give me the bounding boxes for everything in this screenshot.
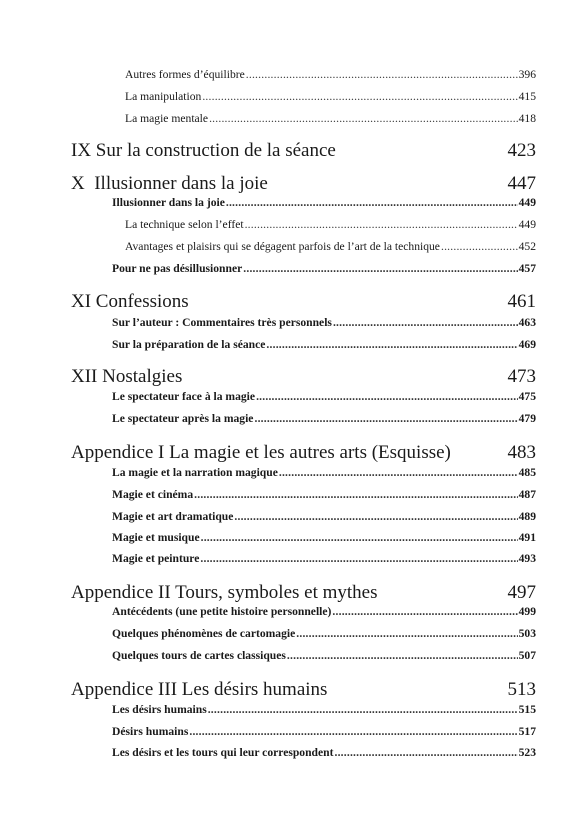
entry-title: Le spectateur face à la magie [112, 390, 256, 403]
entry-page-number: 452 [518, 240, 536, 253]
entry-page-number: 499 [518, 605, 536, 618]
toc-entry [112, 510, 536, 524]
entry-title: Le spectateur après la magie [112, 412, 254, 425]
toc-entry [112, 531, 536, 545]
toc-entry [112, 262, 536, 276]
entry-title: La technique selon l’effet [125, 218, 244, 231]
dot-leader [266, 338, 517, 352]
dot-leader [189, 725, 517, 739]
chapter-heading [71, 173, 536, 195]
toc-entry [112, 703, 536, 717]
toc-entry [125, 112, 536, 126]
dot-leader [296, 627, 517, 641]
toc-entry [112, 552, 536, 566]
dot-leader [209, 112, 518, 126]
toc-entry [112, 605, 536, 619]
entry-page-number: 485 [518, 466, 536, 479]
entry-page-number: 396 [518, 68, 536, 81]
entry-title: Désirs humains [112, 725, 189, 738]
dot-leader [334, 746, 517, 760]
toc-entry [112, 338, 536, 352]
entry-title: La manipulation [125, 90, 202, 103]
chapter-page-number: 483 [507, 442, 536, 463]
chapter-heading [71, 291, 536, 313]
toc-entry [112, 488, 536, 502]
dot-leader [243, 262, 517, 276]
dot-leader [246, 68, 518, 82]
entry-page-number: 517 [518, 725, 536, 738]
entry-title: Sur la préparation de la séance [112, 338, 266, 351]
dot-leader [245, 218, 518, 232]
entry-page-number: 487 [518, 488, 536, 501]
chapter-title: X Illusionner dans la joie [71, 173, 268, 194]
entry-page-number: 503 [518, 627, 536, 640]
chapter-heading [71, 582, 536, 604]
entry-title: Magie et musique [112, 531, 200, 544]
entry-title: Illusionner dans la joie [112, 196, 225, 209]
entry-title: Sur l’auteur : Commentaires très personnels [112, 316, 332, 329]
entry-page-number: 463 [518, 316, 536, 329]
dot-leader [194, 488, 517, 502]
entry-page-number: 418 [518, 112, 536, 125]
entry-page-number: 493 [518, 552, 536, 565]
entry-page-number: 489 [518, 510, 536, 523]
chapter-page-number: 497 [507, 582, 536, 603]
toc-entry [125, 68, 536, 82]
entry-title: Antécédents (une petite histoire personnelle) [112, 605, 332, 618]
toc-entry [112, 196, 536, 210]
toc-entry [112, 390, 536, 404]
toc-entry [112, 412, 536, 426]
toc-entry [112, 466, 536, 480]
entry-title: Magie et cinéma [112, 488, 194, 501]
entry-title: Les désirs humains [112, 703, 207, 716]
chapter-title: XII Nostalgies [71, 366, 183, 387]
entry-title: Pour ne pas désillusionner [112, 262, 243, 275]
toc-entry [112, 649, 536, 663]
chapter-title: Appendice III Les désirs humains [71, 679, 328, 700]
dot-leader [287, 649, 518, 663]
toc-entry [112, 746, 536, 760]
chapter-heading [71, 679, 536, 701]
dot-leader [201, 531, 518, 545]
entry-page-number: 515 [518, 703, 536, 716]
toc-entry [125, 218, 536, 232]
toc-entry [112, 725, 536, 739]
entry-title: Avantages et plaisirs qui se dégagent parfois de l’art de la technique [125, 240, 440, 253]
toc-entry [125, 240, 536, 254]
dot-leader [254, 412, 517, 426]
chapter-heading [71, 140, 536, 162]
dot-leader [256, 390, 518, 404]
chapter-heading [71, 442, 536, 464]
entry-title: Magie et peinture [112, 552, 200, 565]
entry-page-number: 415 [518, 90, 536, 103]
dot-leader [441, 240, 518, 254]
chapter-title: IX Sur la construction de la séance [71, 140, 336, 161]
dot-leader [332, 605, 517, 619]
entry-page-number: 479 [518, 412, 536, 425]
chapter-page-number: 423 [507, 140, 536, 161]
entry-page-number: 457 [518, 262, 536, 275]
dot-leader [200, 552, 517, 566]
chapter-page-number: 513 [507, 679, 536, 700]
chapter-title: Appendice I La magie et les autres arts (Esquisse) [71, 442, 451, 463]
entry-page-number: 469 [518, 338, 536, 351]
dot-leader [226, 196, 518, 210]
entry-title: La magie et la narration magique [112, 466, 278, 479]
entry-page-number: 449 [518, 196, 536, 209]
entry-page-number: 475 [518, 390, 536, 403]
entry-title: Quelques tours de cartes classiques [112, 649, 286, 662]
toc-entry [112, 316, 536, 330]
toc-entry [125, 90, 536, 104]
entry-page-number: 523 [518, 746, 536, 759]
toc-entry [112, 627, 536, 641]
dot-leader [202, 90, 517, 104]
entry-page-number: 507 [518, 649, 536, 662]
chapter-title: Appendice II Tours, symboles et mythes [71, 582, 378, 603]
entry-page-number: 491 [518, 531, 536, 544]
dot-leader [208, 703, 518, 717]
dot-leader [333, 316, 518, 330]
chapter-heading [71, 366, 536, 388]
chapter-page-number: 447 [507, 173, 536, 194]
chapter-page-number: 461 [507, 291, 536, 312]
dot-leader [279, 466, 518, 480]
dot-leader [234, 510, 517, 524]
chapter-title: XI Confessions [71, 291, 189, 312]
entry-title: Quelques phénomènes de cartomagie [112, 627, 296, 640]
entry-title: Autres formes d’équilibre [125, 68, 245, 81]
chapter-page-number: 473 [507, 366, 536, 387]
entry-title: La magie mentale [125, 112, 209, 125]
entry-page-number: 449 [518, 218, 536, 231]
entry-title: Les désirs et les tours qui leur correspondent [112, 746, 334, 759]
entry-title: Magie et art dramatique [112, 510, 234, 523]
